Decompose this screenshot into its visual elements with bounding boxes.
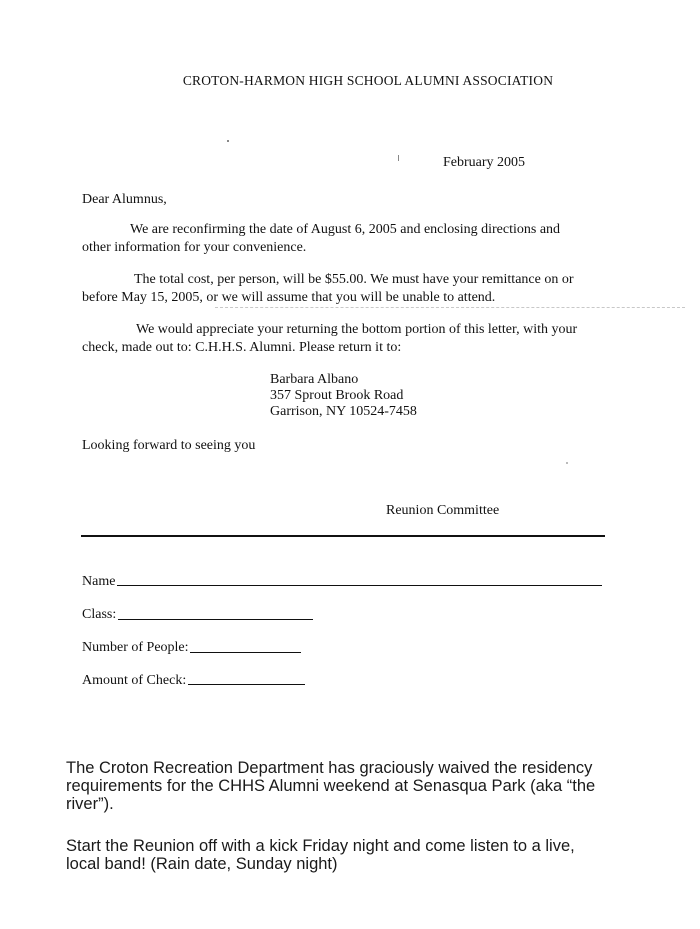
paragraph-2-line-1: The total cost, per person, will be $55.00. We must have your remittance on or <box>134 272 574 287</box>
address-city: Garrison, NY 10524-7458 <box>270 404 417 419</box>
scan-artifact-line <box>215 307 685 309</box>
paragraph-3-line-1: We would appreciate your returning the bottom portion of this letter, with your <box>136 322 578 337</box>
page-title: CROTON-HARMON HIGH SCHOOL ALUMNI ASSOCIATION <box>182 73 554 88</box>
paragraph-3-line-2: check, made out to: C.H.H.S. Alumni. Please return it to: <box>82 340 402 355</box>
signature: Reunion Committee <box>386 503 500 518</box>
salutation: Dear Alumnus, <box>82 192 167 207</box>
number-of-people-label: Number of People: <box>82 640 189 655</box>
tear-off-divider <box>81 535 605 537</box>
amount-of-check-blank-line[interactable] <box>188 684 305 685</box>
address-street: 357 Sprout Brook Road <box>270 388 404 403</box>
address-name: Barbara Albano <box>270 372 359 387</box>
closing-line: Looking forward to seeing you <box>82 438 256 453</box>
notice-paragraph-1-line-3: river”). <box>66 795 114 813</box>
number-of-people-blank-line[interactable] <box>190 652 301 653</box>
name-blank-line[interactable] <box>117 585 602 586</box>
amount-of-check-label: Amount of Check: <box>82 673 187 688</box>
paragraph-2-line-2: before May 15, 2005, or we will assume that you will be unable to attend. <box>82 290 496 305</box>
paragraph-1-line-2: other information for your convenience. <box>82 240 307 255</box>
name-label: Name <box>82 574 116 589</box>
notice-paragraph-1-line-2: requirements for the CHHS Alumni weekend at Senasqua Park (aka “the <box>66 777 596 795</box>
notice-paragraph-1-line-1: The Croton Recreation Department has graciously waived the residency <box>66 759 593 777</box>
scan-speck <box>227 140 229 142</box>
scan-speck <box>566 462 568 464</box>
notice-paragraph-2-line-1: Start the Reunion off with a kick Friday night and come listen to a live, <box>66 837 575 855</box>
paragraph-1-line-1: We are reconfirming the date of August 6, 2005 and enclosing directions and <box>130 222 561 237</box>
scan-speck <box>398 155 399 161</box>
class-blank-line[interactable] <box>118 619 313 620</box>
class-label: Class: <box>82 607 117 622</box>
letter-date: February 2005 <box>443 155 526 170</box>
notice-paragraph-2-line-2: local band! (Rain date, Sunday night) <box>66 855 338 873</box>
